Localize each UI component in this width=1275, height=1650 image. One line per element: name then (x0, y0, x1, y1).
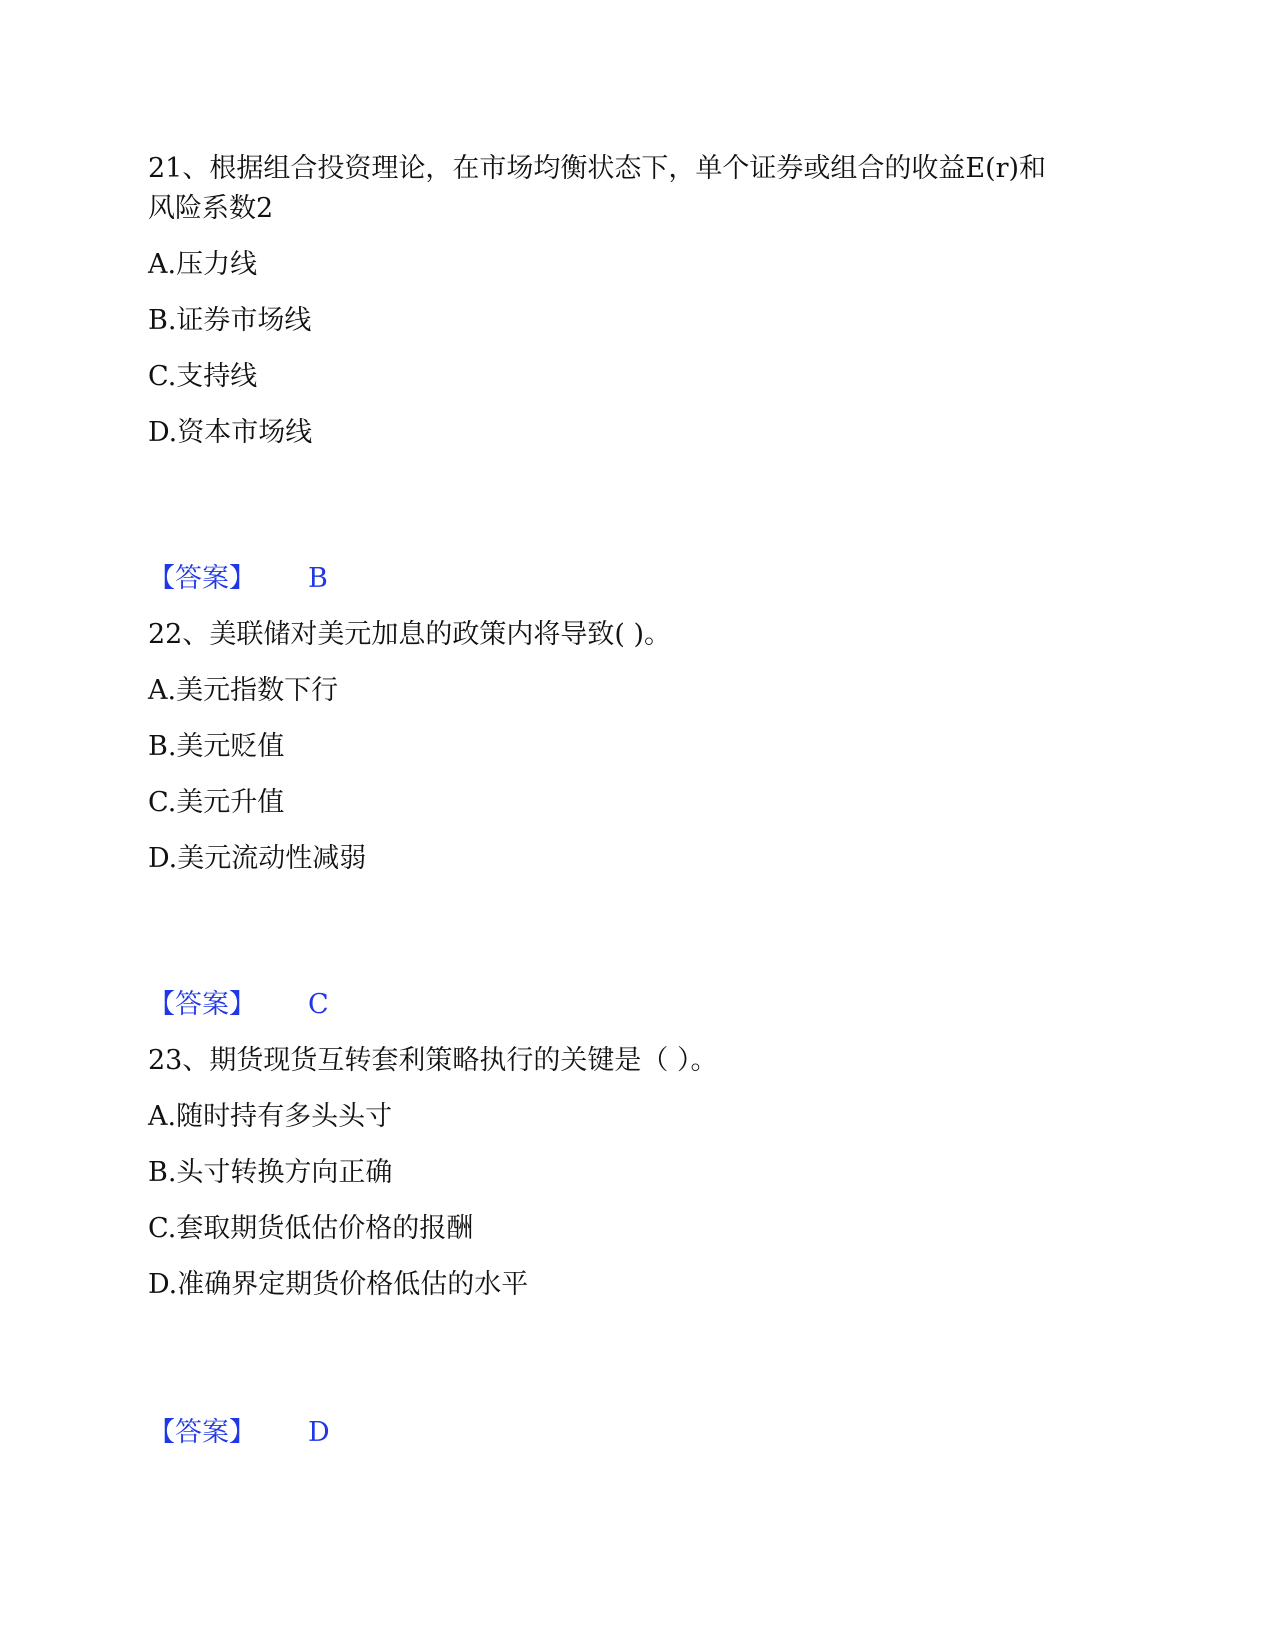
question-23-option-b: B.头寸转换方向正确 (148, 1157, 393, 1188)
question-22-option-c: C.美元升值 (148, 787, 285, 818)
question-23-answer (148, 1412, 330, 1453)
question-21-option-a: A.压力线 (148, 249, 258, 280)
answer-value: B (308, 563, 328, 594)
question-21-answer (148, 558, 328, 599)
question-21-option-b: B.证券市场线 (148, 305, 312, 336)
answer-value: C (308, 989, 329, 1020)
question-21-stem-line1: 21、根据组合投资理论，在市场均衡状态下，单个证券或组合的收益E(r)和 (148, 153, 1047, 184)
question-23-option-c: C.套取期货低估价格的报酬 (148, 1213, 474, 1244)
question-22-option-b: B.美元贬值 (148, 731, 285, 762)
answer-value: D (308, 1417, 330, 1448)
answer-label: 【答案】 (148, 1417, 256, 1448)
question-22-answer (148, 984, 329, 1025)
question-23-option-a: A.随时持有多头头寸 (148, 1101, 393, 1132)
question-21-stem-line2: 风险系数2 (148, 193, 274, 224)
question-23-option-d: D.准确界定期货价格低估的水平 (148, 1269, 529, 1300)
answer-label: 【答案】 (148, 563, 256, 594)
answer-label: 【答案】 (148, 989, 256, 1020)
question-22-option-d: D.美元流动性减弱 (148, 843, 367, 874)
question-21-option-c: C.支持线 (148, 361, 258, 392)
question-21-option-d: D.资本市场线 (148, 417, 313, 448)
question-22-option-a: A.美元指数下行 (148, 675, 339, 706)
question-23-stem: 23、期货现货互转套利策略执行的关键是（ ）。 (148, 1045, 718, 1076)
question-22-stem: 22、美联储对美元加息的政策内将导致( )。 (148, 619, 672, 650)
